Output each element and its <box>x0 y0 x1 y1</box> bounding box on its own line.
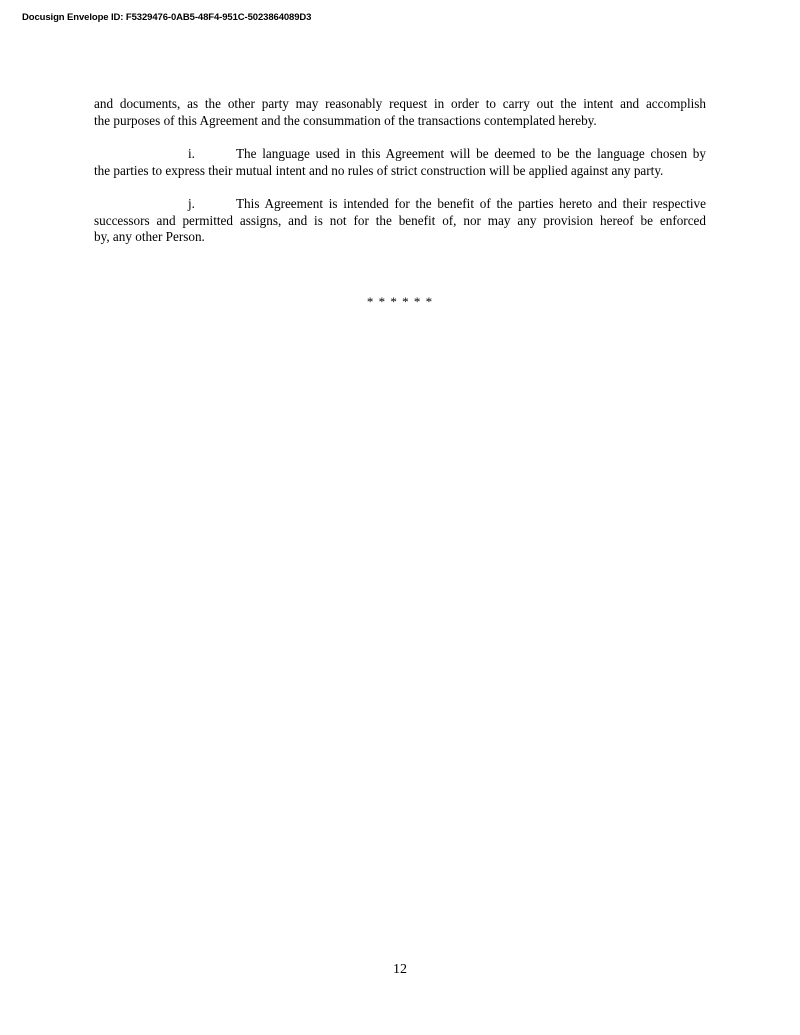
paragraph-line: the purposes of this Agreement and the consummation of the transactions contemplated hereby. <box>94 112 597 128</box>
paragraph-marker-i <box>94 146 236 163</box>
paragraph-continuation <box>94 96 706 129</box>
paragraph-line: the parties to express their mutual intent and no rules of strict construction will be applied against any party. <box>94 162 664 178</box>
paragraph-marker-j <box>94 196 236 213</box>
docusign-envelope-id: Docusign Envelope ID: F5329476-0AB5-48F4-951C-5023864089D3 <box>22 12 312 23</box>
paragraph-i <box>94 146 706 179</box>
paragraph-line: This Agreement is intended for the benefit of the parties hereto and their respective <box>236 196 706 211</box>
paragraph-first-line <box>94 196 706 213</box>
paragraph-line: The language used in this Agreement will be deemed to be the language chosen by <box>236 146 706 161</box>
section-break: * * * * * * <box>366 294 434 309</box>
paragraph-line: successors and permitted assigns, and is not for the benefit of, nor may any provision hereof be enforced <box>94 212 706 228</box>
paragraph-line: and documents, as the other party may reasonably request in order to carry out the intent and accomplish <box>94 96 706 111</box>
marker-label: j. <box>188 196 195 211</box>
paragraph-j <box>94 196 706 246</box>
marker-label: i. <box>188 146 195 161</box>
page-number: 12 <box>393 962 407 977</box>
paragraph-first-line <box>94 146 706 163</box>
paragraph-line: by, any other Person. <box>94 229 205 244</box>
